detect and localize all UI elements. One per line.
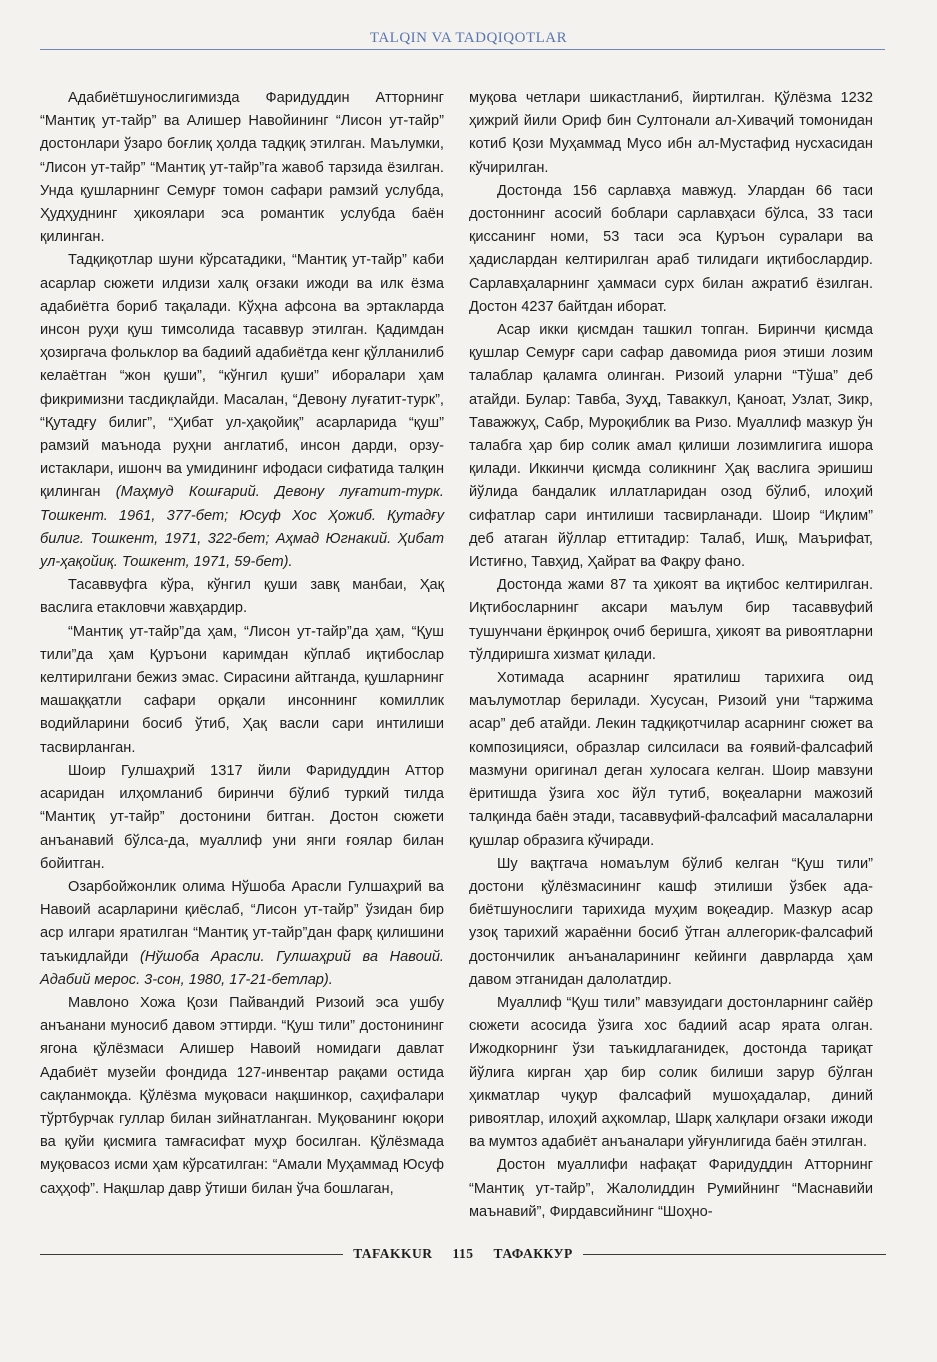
paragraph: Тасаввуфга кўра, кўнгил қуши завқ манбаи, Ҳақ васлига етакловчи жавҳардир. bbox=[40, 577, 444, 617]
paragraph: Хотимада асарнинг яратилиш тарихига оид маълумотлар берилади. Хусусан, Ризоий уни “таржима асар” деб атайди. Лекин тадқиқотчилар асарнинг сюжет ва композицияси, образлар силсиласи ва ғоявий-фалсафий мазмуни оригинал деган хулосага келган. Шоир мавзуни ёритишда ўзига хос йўл тутиб, воқеаларни мажозий талқинда баён этади, тасаввуфий-фалсафий масалаларни қушлар образига кўчиради. bbox=[469, 670, 873, 849]
left-column bbox=[40, 87, 444, 1201]
paragraph: Муаллиф “Қуш тили” мавзуидаги достонларнинг сайёр сюжети асосида ўзига хос бадиий асар ярата олган. Ижодкорнинг ўзи таъкидлаганидек, достонда тариқат йўлига кирган ҳар бир солик билиши зарур бўлган ҳикматлар чуқур фалсафий мушоҳадалар, диний ривоятлар, илоҳий аҳкомлар, Шарқ халқлари оғзаки ижоди ва мумтоз адабиёт анъаналари уйғунлигида баён этилган. bbox=[469, 994, 873, 1151]
header-rule bbox=[40, 49, 885, 50]
paragraph: Асар икки қисмдан ташкил топган. Биринчи қисмда қушлар Семурғ сари сафар давомида риоя этиши лозим талаблар қаламга олинган. Ризоий уларни “Тўша” деб атайди. Булар: Тавба, Зуҳд, Таваккул, Қаноат, Узлат, Зикр, Таважжуҳ, Сабр, Муроқиблик ва Ризо. Муаллиф мазкур ўн талабга ҳар бир солик амал қилиши лозимлигига ишора қилади. Иккинчи қисмда соликнинг Ҳақ васлига эришиш йўлида бандалик иллатларидан озод бўлиб, илоҳий сифатлар сари интилиши тасвирланади. Шоир “Иқлим” деб атаган йўллар еттитадир: Талаб, Ишқ, Маърифат, Истиғно, Тавҳид, Ҳайрат ва Фақру фано. bbox=[469, 322, 873, 571]
paragraph: “Мантиқ ут-тайр”да ҳам, “Лисон ут-тайр”да ҳам, “Қуш тили”да ҳам Қуръони каримдан кўплаб иқтибослар келтирилгани бежиз эмас. Сирасини айтганда, қушларнинг машаққатли сафари орқали инсоннинг комиллик водийларини босиб ўтиб, Ҳақ васли сари интилиши тасвирланган. bbox=[40, 623, 444, 756]
paragraph: Адабиётшунослигимизда Фаридуддин Атторнинг “Мантиқ ут-тайр” ва Алишер Навойининг “Лисон ут-тайр” достонлари ўзаро боғлиқ ҳолда тадқиқ этилган. Маълумки, “Лисон ут-тайр” “Мантиқ ут-тайр”га жавоб тарзида ёзилган. Унда қушларнинг Семурғ томон сафари рамзий услубда, Ҳудҳуднинг ҳикоялари эса романтик услубда баён қилинган. bbox=[40, 90, 444, 246]
footer-label-cyrillic: ТАФАККУР bbox=[493, 1246, 573, 1261]
paragraph bbox=[40, 249, 444, 574]
page-number: 115 bbox=[452, 1246, 474, 1261]
paragraph: Достон муаллифи нафақат Фаридуддин Атторнинг “Мантиқ ут-тайр”, Жалолиддин Румийнинг “Маснавийи маънавий”, Фирдавсийнинг “Шоҳно- bbox=[469, 1157, 873, 1220]
paragraph: Достонда жами 87 та ҳикоят ва иқтибос келтирилган. Иқтибосларнинг аксари маълум бир тасаввуфий тушунчани ёрқинроқ очиб беришга, ҳикоят ва ривоятларни тўлдиришга хизмат қилади. bbox=[469, 577, 873, 663]
paragraph: Достонда 156 сарлавҳа мавжуд. Улардан 66 таси достоннинг асосий боблари сарлавҳаси бўлса, 33 таси қиссанинг номи, 53 таси эса Қуръон суралари ва ҳадислардан келтирилган араб тилидаги иқтибослардир. Сарлавҳаларнинг ҳаммаси сурх билан ажратиб ёзилган. Достон 4237 байтдан иборат. bbox=[469, 182, 873, 315]
paragraph: Шоир Гулшаҳрий 1317 йили Фаридуддин Аттор асаридан илҳомланиб биринчи бўлиб туркий тилда “Мантиқ ут-тайр” достонини битган. Достон сюжети анъанавий бўлса-да, муаллиф уни янги ғоялар билан бойитган. bbox=[40, 762, 444, 872]
citation: (Маҳмуд Кошғарий. Девону луғатит-турк. Тошкент. 1961, 377-бет; Юсуф Хос Ҳожиб. Қутадғу билиг. Тошкент, 1971, 322-бет; Аҳмад Югнакий. Ҳибат ул-ҳақойиқ. Тошкент, 1971, 59-бет). bbox=[40, 484, 444, 571]
running-header: TALQIN VA TADQIQOTLAR bbox=[369, 30, 568, 46]
footer-rule-right bbox=[583, 1254, 886, 1255]
paragraph: Мавлоно Хожа Қози Пайвандий Ризоий эса ушбу анъанани муносиб давом эттирди. “Қуш тили” достонининг ягона қўлёзмаси Алишер Навоий номидаги давлат Адабиёт музейи фондида 127-инвентар рақами остида сақланмоқда. Қўлёзма муқоваси нақшинкор, саҳифалари тўртбурчак гуллар билан зийнатланган. Муқованинг юқори ва қуйи қисмига тамғасифат муҳр босилган. Қўлёзмада муқовасоз исми ҳам кўрсатилган: “Амали Муҳаммад Юсуф саҳҳоф”. Нақшлар давр ўтиши билан ўча бошлаган, bbox=[40, 994, 444, 1197]
footer-label-latin: TAFAKKUR bbox=[353, 1246, 433, 1261]
paragraph-text: Озарбойжонлик олима Нўшоба Арасли Гулшаҳрий ва Навоий асарларини қиёслаб, “Лисон ут-тайр” ўзидан бир аср илгари яратилган “Мантиқ ут-тайр”дан фарқ қилишини таъкидлайди bbox=[40, 878, 444, 965]
footer-rule-left bbox=[40, 1254, 343, 1255]
paragraph bbox=[40, 876, 444, 992]
citation: (Нўшоба Арасли. Гулшаҳрий ва Навоий. Адабий мерос. 3-сон, 1980, 17-21-бетлар). bbox=[40, 948, 444, 988]
right-column bbox=[469, 87, 873, 1224]
paragraph-text: Тадқиқотлар шуни кўрсатадики, “Мантиқ ут-тайр” каби асарлар сюжети илдизи халқ оғзаки ижоди ва илк ёзма адабиётга бориб тақалади. Кўҳна афсона ва эртакларда инсон руҳи қуш тимсолида тасаввур этилган. Қадимдан ҳозиргача фольклор ва бадиий адабиётда кенг қўлланилиб келаётган “жон қуши”, “кўнгил қуши” иборалари ҳам фикримизни тасдиқлайди. Масалан, “Девону луғатит-турк”, “Қутадғу билиг”, “Ҳибат ул-ҳақойиқ” асарларида “қуш” рамзий маънода руҳни англатиб, инсон дарди, орзу-истаклари, ишонч ва умидининг ифодаси сифатида талқин қилинган bbox=[40, 252, 444, 501]
paragraph: Шу вақтгача номаълум бўлиб келган “Қуш тили” достони қўлёзмасининг кашф этилиши ўзбек адабиётшунослиги тарихида муҳим воқеадир. Мазкур асар узоқ тарихий жараённи босиб ўтган аллегорик-фалсафий достончилик анъаналарининг кейинги даврларда ҳам давом этганидан далолатдир. bbox=[469, 855, 873, 988]
paragraph: муқова четлари шикастланиб, йиртилган. Қўлёзма 1232 ҳижрий йили Ориф бин Султонали ал-Хиваҷий томонидан котиб Қози Муҳаммад Мусо ибн ал-Мустафид нусхасидан кўчирилган. bbox=[469, 90, 873, 176]
page-footer bbox=[40, 1246, 886, 1262]
